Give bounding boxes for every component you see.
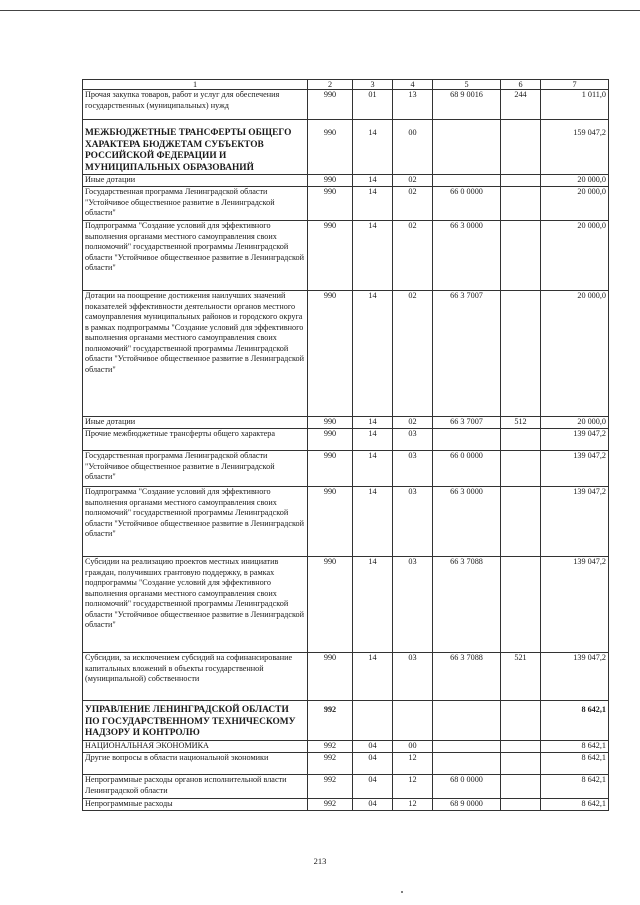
- cell-expense-type: [501, 120, 541, 175]
- column-header: 2: [308, 80, 353, 90]
- table-row: [83, 221, 609, 291]
- cell-target-article: 68 9 0016: [433, 90, 501, 120]
- cell-amount: 139 047,2: [541, 487, 609, 557]
- cell-section: 04: [353, 799, 393, 811]
- cell-section: 14: [353, 187, 393, 221]
- column-header: 5: [433, 80, 501, 90]
- cell-ministry: 990: [308, 90, 353, 120]
- cell-target-article: 66 3 0000: [433, 487, 501, 557]
- cell-section: 14: [353, 120, 393, 175]
- cell-expense-type: [501, 487, 541, 557]
- cell-amount: 20 000,0: [541, 291, 609, 417]
- cell-subsection: 02: [393, 291, 433, 417]
- cell-target-article: 66 3 7088: [433, 557, 501, 653]
- table-row: [83, 175, 609, 187]
- cell-amount: 20 000,0: [541, 221, 609, 291]
- cell-amount: 8 642,1: [541, 701, 609, 741]
- cell-amount: 139 047,2: [541, 429, 609, 451]
- cell-section: 01: [353, 90, 393, 120]
- cell-ministry: 992: [308, 753, 353, 775]
- cell-ministry: 990: [308, 221, 353, 291]
- cell-subsection: [393, 701, 433, 741]
- cell-subsection: 02: [393, 187, 433, 221]
- row-name: УПРАВЛЕНИЕ ЛЕНИНГРАДСКОЙ ОБЛАСТИ ПО ГОСУДАРСТВЕННОМУ ТЕХНИЧЕСКОМУ НАДЗОРУ И КОНТРОЛЮ: [83, 701, 308, 741]
- table-row: [83, 451, 609, 487]
- top-rule: [0, 10, 640, 11]
- cell-subsection: 02: [393, 417, 433, 429]
- row-name: Непрограммные расходы: [83, 799, 308, 811]
- cell-section: 04: [353, 775, 393, 799]
- row-name: Государственная программа Ленинградской области "Устойчивое общественное развитие в Ленинградской области": [83, 451, 308, 487]
- cell-target-article: 66 0 0000: [433, 187, 501, 221]
- table-row: [83, 775, 609, 799]
- cell-ministry: 990: [308, 451, 353, 487]
- cell-section: 14: [353, 487, 393, 557]
- cell-target-article: [433, 429, 501, 451]
- table-row: [83, 417, 609, 429]
- column-header: 3: [353, 80, 393, 90]
- column-header: 1: [83, 80, 308, 90]
- cell-target-article: 66 3 7007: [433, 291, 501, 417]
- row-name: Дотации на поощрение достижения наилучших значений показателей эффективности деятельности органов местного самоуправления муниципальных районов и городского округа в рамках подпрограммы "Создание условий для эффективного выполнения органами местного самоуправления своих полномочий" государственной программы Ленинградской области "Устойчивое общественное развитие в Ленинградской области": [83, 291, 308, 417]
- cell-expense-type: [501, 557, 541, 653]
- row-name: Прочая закупка товаров, работ и услуг для обеспечения государственных (муниципальных) нужд: [83, 90, 308, 120]
- cell-section: 14: [353, 557, 393, 653]
- cell-expense-type: [501, 701, 541, 741]
- cell-amount: 8 642,1: [541, 741, 609, 753]
- cell-subsection: 00: [393, 120, 433, 175]
- cell-amount: 139 047,2: [541, 451, 609, 487]
- cell-amount: 139 047,2: [541, 557, 609, 653]
- cell-target-article: [433, 741, 501, 753]
- cell-expense-type: [501, 741, 541, 753]
- cell-target-article: 68 9 0000: [433, 799, 501, 811]
- cell-section: 14: [353, 291, 393, 417]
- cell-target-article: 68 0 0000: [433, 775, 501, 799]
- row-name: Иные дотации: [83, 417, 308, 429]
- row-name: Государственная программа Ленинградской области "Устойчивое общественное развитие в Ленинградской области": [83, 187, 308, 221]
- cell-amount: 8 642,1: [541, 799, 609, 811]
- cell-target-article: [433, 753, 501, 775]
- row-name: Субсидии, за исключением субсидий на софинансирование капитальных вложений в объекты государственной (муниципальной) собственности: [83, 653, 308, 701]
- cell-expense-type: [501, 753, 541, 775]
- cell-expense-type: 512: [501, 417, 541, 429]
- cell-target-article: [433, 120, 501, 175]
- cell-ministry: 990: [308, 429, 353, 451]
- table-row: [83, 701, 609, 741]
- cell-ministry: 992: [308, 775, 353, 799]
- row-name: Подпрограмма "Создание условий для эффективного выполнения органами местного самоуправления своих полномочий" государственной программы Ленинградской области "Устойчивое общественное развитие в Ленинградской области": [83, 487, 308, 557]
- cell-target-article: 66 3 7088: [433, 653, 501, 701]
- cell-amount: 20 000,0: [541, 417, 609, 429]
- cell-ministry: 990: [308, 187, 353, 221]
- budget-table: [82, 79, 609, 811]
- cell-section: 04: [353, 753, 393, 775]
- cell-section: 14: [353, 221, 393, 291]
- cell-amount: 1 011,0: [541, 90, 609, 120]
- table-row: [83, 291, 609, 417]
- cell-ministry: 990: [308, 417, 353, 429]
- cell-amount: 20 000,0: [541, 175, 609, 187]
- table-row: [83, 487, 609, 557]
- row-name: Другие вопросы в области национальной экономики: [83, 753, 308, 775]
- cell-amount: 8 642,1: [541, 775, 609, 799]
- cell-ministry: 992: [308, 701, 353, 741]
- cell-amount: 139 047,2: [541, 653, 609, 701]
- cell-section: 14: [353, 451, 393, 487]
- row-name: Подпрограмма "Создание условий для эффективного выполнения органами местного самоуправления своих полномочий" государственной программы Ленинградской области "Устойчивое общественное развитие в Ленинградской области": [83, 221, 308, 291]
- table-header-row: [83, 80, 609, 90]
- table-row: [83, 741, 609, 753]
- table-row: [83, 557, 609, 653]
- cell-expense-type: [501, 451, 541, 487]
- column-header: 4: [393, 80, 433, 90]
- cell-subsection: 13: [393, 90, 433, 120]
- cell-section: 14: [353, 175, 393, 187]
- cell-subsection: 03: [393, 429, 433, 451]
- cell-section: 14: [353, 653, 393, 701]
- cell-section: 14: [353, 429, 393, 451]
- cell-subsection: 12: [393, 753, 433, 775]
- row-name: Прочие межбюджетные трансферты общего характера: [83, 429, 308, 451]
- cell-section: 04: [353, 741, 393, 753]
- cell-subsection: 12: [393, 775, 433, 799]
- cell-target-article: 66 3 7007: [433, 417, 501, 429]
- cell-target-article: 66 0 0000: [433, 451, 501, 487]
- cell-expense-type: [501, 775, 541, 799]
- cell-subsection: 03: [393, 451, 433, 487]
- table-row: [83, 653, 609, 701]
- cell-amount: 20 000,0: [541, 187, 609, 221]
- scan-speck: [401, 891, 403, 893]
- cell-subsection: 12: [393, 799, 433, 811]
- cell-ministry: 992: [308, 741, 353, 753]
- column-header: 6: [501, 80, 541, 90]
- cell-expense-type: [501, 175, 541, 187]
- row-name: МЕЖБЮДЖЕТНЫЕ ТРАНСФЕРТЫ ОБЩЕГО ХАРАКТЕРА БЮДЖЕТАМ СУБЪЕКТОВ РОССИЙСКОЙ ФЕДЕРАЦИИ И МУНИЦИПАЛЬНЫХ ОБРАЗОВАНИЙ: [83, 120, 308, 175]
- row-name: Непрограммные расходы органов исполнительной власти Ленинградской области: [83, 775, 308, 799]
- table-row: [83, 429, 609, 451]
- cell-ministry: 990: [308, 653, 353, 701]
- cell-ministry: 990: [308, 487, 353, 557]
- table-row: [83, 187, 609, 221]
- row-name: Иные дотации: [83, 175, 308, 187]
- cell-expense-type: [501, 429, 541, 451]
- cell-subsection: 03: [393, 653, 433, 701]
- table-row: [83, 799, 609, 811]
- cell-expense-type: [501, 187, 541, 221]
- cell-amount: 159 047,2: [541, 120, 609, 175]
- cell-subsection: 03: [393, 557, 433, 653]
- table-row: [83, 90, 609, 120]
- cell-ministry: 990: [308, 557, 353, 653]
- cell-subsection: 00: [393, 741, 433, 753]
- cell-expense-type: [501, 221, 541, 291]
- cell-subsection: 03: [393, 487, 433, 557]
- column-header: 7: [541, 80, 609, 90]
- cell-section: 14: [353, 417, 393, 429]
- table-row: [83, 753, 609, 775]
- row-name: Субсидии на реализацию проектов местных инициатив граждан, получивших грантовую поддержку, в рамках подпрограммы "Создание условий для эффективного выполнения органами местного самоуправления своих полномочий" государственной программы Ленинградской области "Устойчивое общественное развитие в Ленинградской области": [83, 557, 308, 653]
- row-name: НАЦИОНАЛЬНАЯ ЭКОНОМИКА: [83, 741, 308, 753]
- cell-expense-type: 244: [501, 90, 541, 120]
- cell-target-article: [433, 175, 501, 187]
- cell-amount: 8 642,1: [541, 753, 609, 775]
- page-number: 213: [313, 856, 327, 866]
- cell-ministry: 990: [308, 175, 353, 187]
- cell-ministry: 990: [308, 120, 353, 175]
- cell-subsection: 02: [393, 175, 433, 187]
- table-row: [83, 120, 609, 175]
- cell-subsection: 02: [393, 221, 433, 291]
- cell-target-article: 66 3 0000: [433, 221, 501, 291]
- cell-expense-type: [501, 291, 541, 417]
- cell-expense-type: [501, 799, 541, 811]
- cell-section: [353, 701, 393, 741]
- cell-expense-type: 521: [501, 653, 541, 701]
- cell-ministry: 992: [308, 799, 353, 811]
- cell-target-article: [433, 701, 501, 741]
- cell-ministry: 990: [308, 291, 353, 417]
